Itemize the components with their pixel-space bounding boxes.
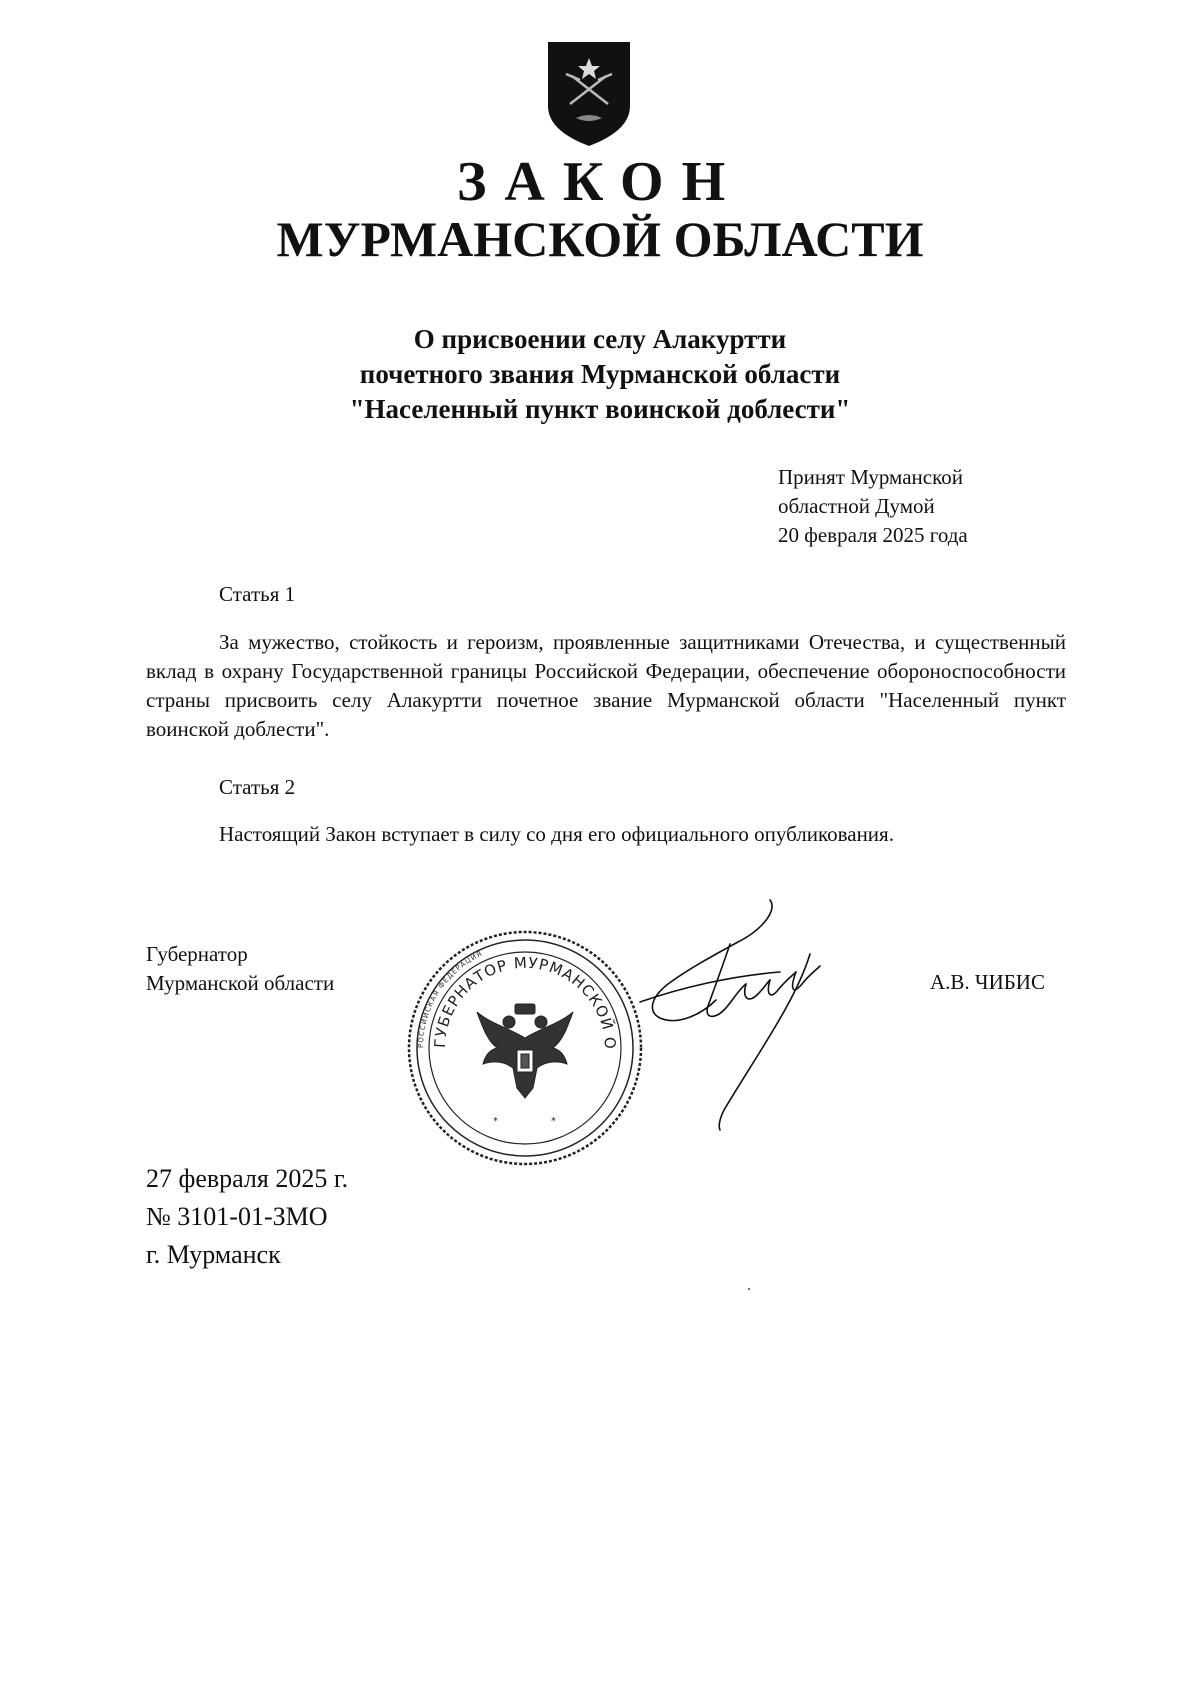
svg-text:*: *: [551, 1116, 556, 1127]
adoption-note-line: областной Думой: [778, 494, 935, 518]
adoption-date: 20 февраля 2025 года: [778, 523, 968, 547]
handwritten-signature: [620, 880, 830, 1140]
document-title-region: МУРМАНСКОЙ ОБЛАСТИ: [276, 211, 924, 267]
document-number: № 3101-01-ЗМО: [146, 1202, 328, 1231]
law-subject-line: О присвоении селу Алакуртти: [413, 324, 787, 354]
signing-city: г. Мурманск: [146, 1240, 281, 1269]
document-footer: [146, 1160, 348, 1274]
scan-speck: [748, 1288, 750, 1290]
article-2-label: Статья 2: [219, 775, 296, 799]
law-subject-line: "Населенный пункт воинской доблести": [349, 394, 851, 424]
article-1-label: Статья 1: [219, 582, 296, 606]
law-subject-line: почетного звания Мурманской области: [359, 359, 841, 389]
document-title: ЗАКОН: [456, 151, 744, 213]
signatory-name: А.В. ЧИБИС: [930, 970, 1045, 994]
official-seal-icon: [405, 928, 645, 1168]
adoption-note: [778, 463, 968, 550]
article-2-text: Настоящий Закон вступает в силу со дня его официального опубликования.: [219, 822, 894, 846]
signatory-position-line: Мурманской области: [146, 971, 335, 995]
signing-date: 27 февраля 2025 г.: [146, 1164, 349, 1193]
coat-of-arms-icon: [546, 40, 632, 148]
article-1-text: За мужество, стойкость и героизм, проявленные защитниками Отечества, и существенный вклад в охрану Государственной границы Российской Федерации, обеспечение обороноспособности страны присвоить селу Алакуртти почетное звание Мурманской области "Населенный пункт воинской доблести".: [146, 630, 1066, 741]
law-subject: [0, 322, 1200, 427]
adoption-note-line: Принят Мурманской: [778, 465, 963, 489]
svg-text:*: *: [493, 1116, 498, 1127]
signatory-position: [146, 940, 334, 998]
signatory-position-line: Губернатор: [146, 942, 248, 966]
seal-text: ГУБЕРНАТОР МУРМАНСКОЙ О: [430, 953, 620, 1051]
seal-border-text: РОССИЙСКАЯ ФЕДЕРАЦИЯ: [416, 949, 484, 1049]
